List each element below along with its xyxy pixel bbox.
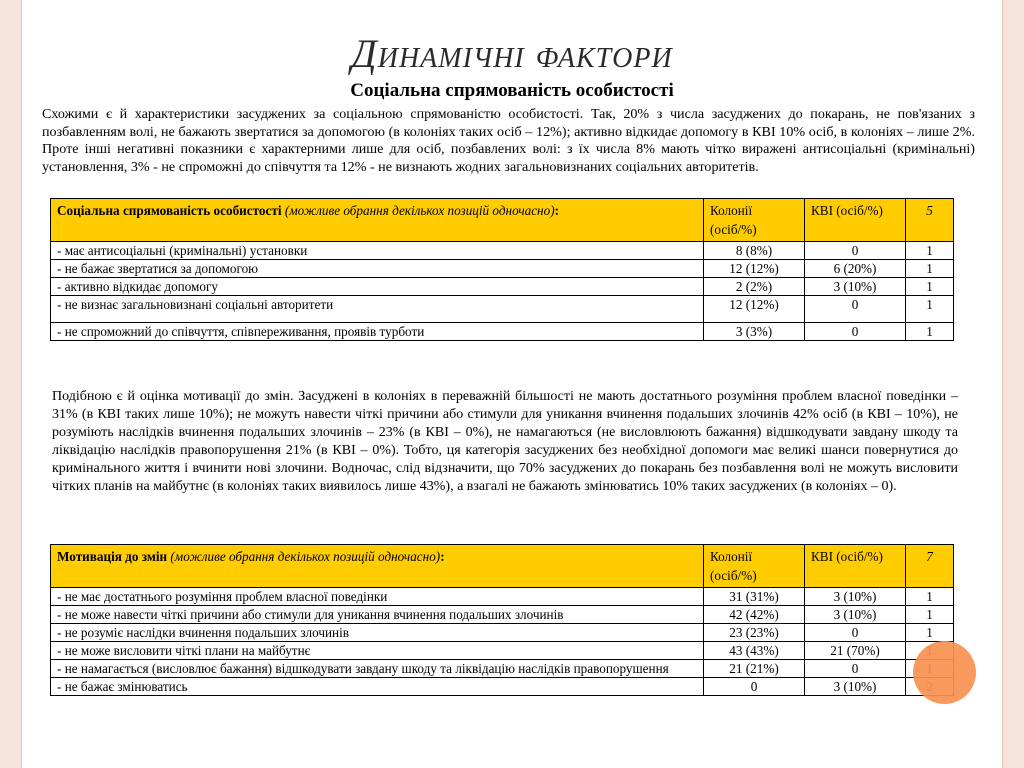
header-colon: : [554,203,559,218]
social-orientation-table [50,198,954,341]
header-count: 5 [906,199,954,242]
row-count: 1 [906,588,954,606]
row-colonies: 43 (43%) [704,642,805,660]
table-row [51,624,954,642]
paragraph-social-orientation: Схожими є й характеристики засуджених за соціальною спрямованістю особистості. Так, 20% з числа засуджених до покарань, не пов'язаних з позбавленням волі, не бажають звертатися за допомогою (в колоніях таких осіб – 12%); активно відкидає допомогу в КВІ 10% осіб, в колоніях – лише 2%. Проте інші негативні показники є характерними лише для осіб, позбавлених волі: з їх числа 8% мають чітко виражені антисоціальні (кримінальні) установлення, 3% - не спроможні до співчуття та 12% - не визнають жодних загальновизнаних соціальних авторитетів. [42,106,975,175]
motivation-table [50,544,954,696]
row-count: 1 [906,323,954,341]
table-row [51,642,954,660]
header-kvi: КВІ (осіб/%) [805,199,906,242]
header-note: (можливе обрання декількох позицій одночасно) [284,203,555,218]
table-row [51,606,954,624]
row-label: - має антисоціальні (кримінальні) установки [51,242,704,260]
row-colonies: 8 (8%) [704,242,805,260]
table-row [51,588,954,606]
row-colonies: 3 (3%) [704,323,805,341]
section-subtitle: Соціальна спрямованість особистості [350,80,674,101]
row-colonies: 42 (42%) [704,606,805,624]
row-count: 1 [906,606,954,624]
row-colonies: 31 (31%) [704,588,805,606]
table-header-row [51,545,954,588]
table-row [51,296,954,323]
row-count: 1 [906,624,954,642]
row-kvi: 3 (10%) [805,278,906,296]
header-label: Мотивація до змін [57,549,168,564]
row-kvi: 3 (10%) [805,588,906,606]
row-colonies: 2 (2%) [704,278,805,296]
row-colonies: 12 (12%) [704,260,805,278]
row-colonies: 23 (23%) [704,624,805,642]
header-colonies: Колонії (осіб/%) [704,199,805,242]
header-colonies: Колонії (осіб/%) [704,545,805,588]
row-count: 1 [906,260,954,278]
row-label: - не бажає змінюватись [51,678,704,696]
row-count: 1 [906,296,954,323]
header-label-cell [51,545,704,588]
row-kvi: 0 [805,242,906,260]
slide-title: Динамічні фактори [351,31,673,76]
table-row [51,260,954,278]
header-label: Соціальна спрямованість особистості [57,203,282,218]
row-colonies: 0 [704,678,805,696]
row-kvi: 21 (70%) [805,642,906,660]
row-label: - не може навести чіткі причини або стимули для уникання вчинення подальших злочинів [51,606,704,624]
row-kvi: 0 [805,296,906,323]
header-colon: : [440,549,445,564]
table-row [51,660,954,678]
table-header-row [51,199,954,242]
table-row [51,323,954,341]
row-kvi: 0 [805,323,906,341]
row-count: 1 [906,242,954,260]
row-kvi: 3 (10%) [805,606,906,624]
row-kvi: 0 [805,660,906,678]
row-label: - не визнає загальновизнані соціальні авторитети [51,296,704,323]
right-decorative-border [1002,0,1024,768]
row-colonies: 12 (12%) [704,296,805,323]
row-label: - не спроможний до співчуття, співпереживання, проявів турботи [51,323,704,341]
row-kvi: 3 (10%) [805,678,906,696]
row-label: - активно відкидає допомогу [51,278,704,296]
row-label: - не має достатнього розуміння проблем власної поведінки [51,588,704,606]
row-count: 1 [906,278,954,296]
paragraph-motivation: Подібною є й оцінка мотивації до змін. Засуджені в колоніях в переважній більшості не мають достатнього розуміння проблем власної поведінки – 31% (в КВІ таких лише 10%); не можуть навести чіткі причини або стимули для уникання вчинення подальших злочинів 42% осіб (в КВІ – 10%), не розуміють наслідків вчинення подальших злочинів – 23% (в КВІ – 0%), не намагаються (не висловлюють бажання) відшкодувати завдану шкоду та ліквідацію наслідків правопорушення 21% (в КВІ – 0%). Тобто, ця категорія засуджених без необхідної допомоги має великі шанси повернутися до кримінального життя і вчинити нові злочини. Водночас, слід відзначити, що 70% засуджених до покарань без позбавлення волі не можуть висловити чітких планів на майбутнє (в колоніях таких виявилось лише 43%), а взагалі не бажають змінюватись 10% таких засуджених (в колоніях – 0). [52,389,958,494]
header-kvi: КВІ (осіб/%) [805,545,906,588]
table-row [51,678,954,696]
header-count: 7 [906,545,954,588]
row-label: - не намагається (висловлює бажання) відшкодувати завдану шкоду та ліквідацію наслідків правопорушення [51,660,704,678]
row-label: - не розуміє наслідки вчинення подальших злочинів [51,624,704,642]
row-kvi: 6 (20%) [805,260,906,278]
row-label: - не може висловити чіткі плани на майбутнє [51,642,704,660]
header-label-cell [51,199,704,242]
left-decorative-border [0,0,22,768]
table-row [51,242,954,260]
row-colonies: 21 (21%) [704,660,805,678]
table-row [51,278,954,296]
header-note: (можливе обрання декількох позицій одночасно) [170,549,441,564]
row-label: - не бажає звертатися за допомогою [51,260,704,278]
row-kvi: 0 [805,624,906,642]
decorative-orange-circle [913,641,976,704]
